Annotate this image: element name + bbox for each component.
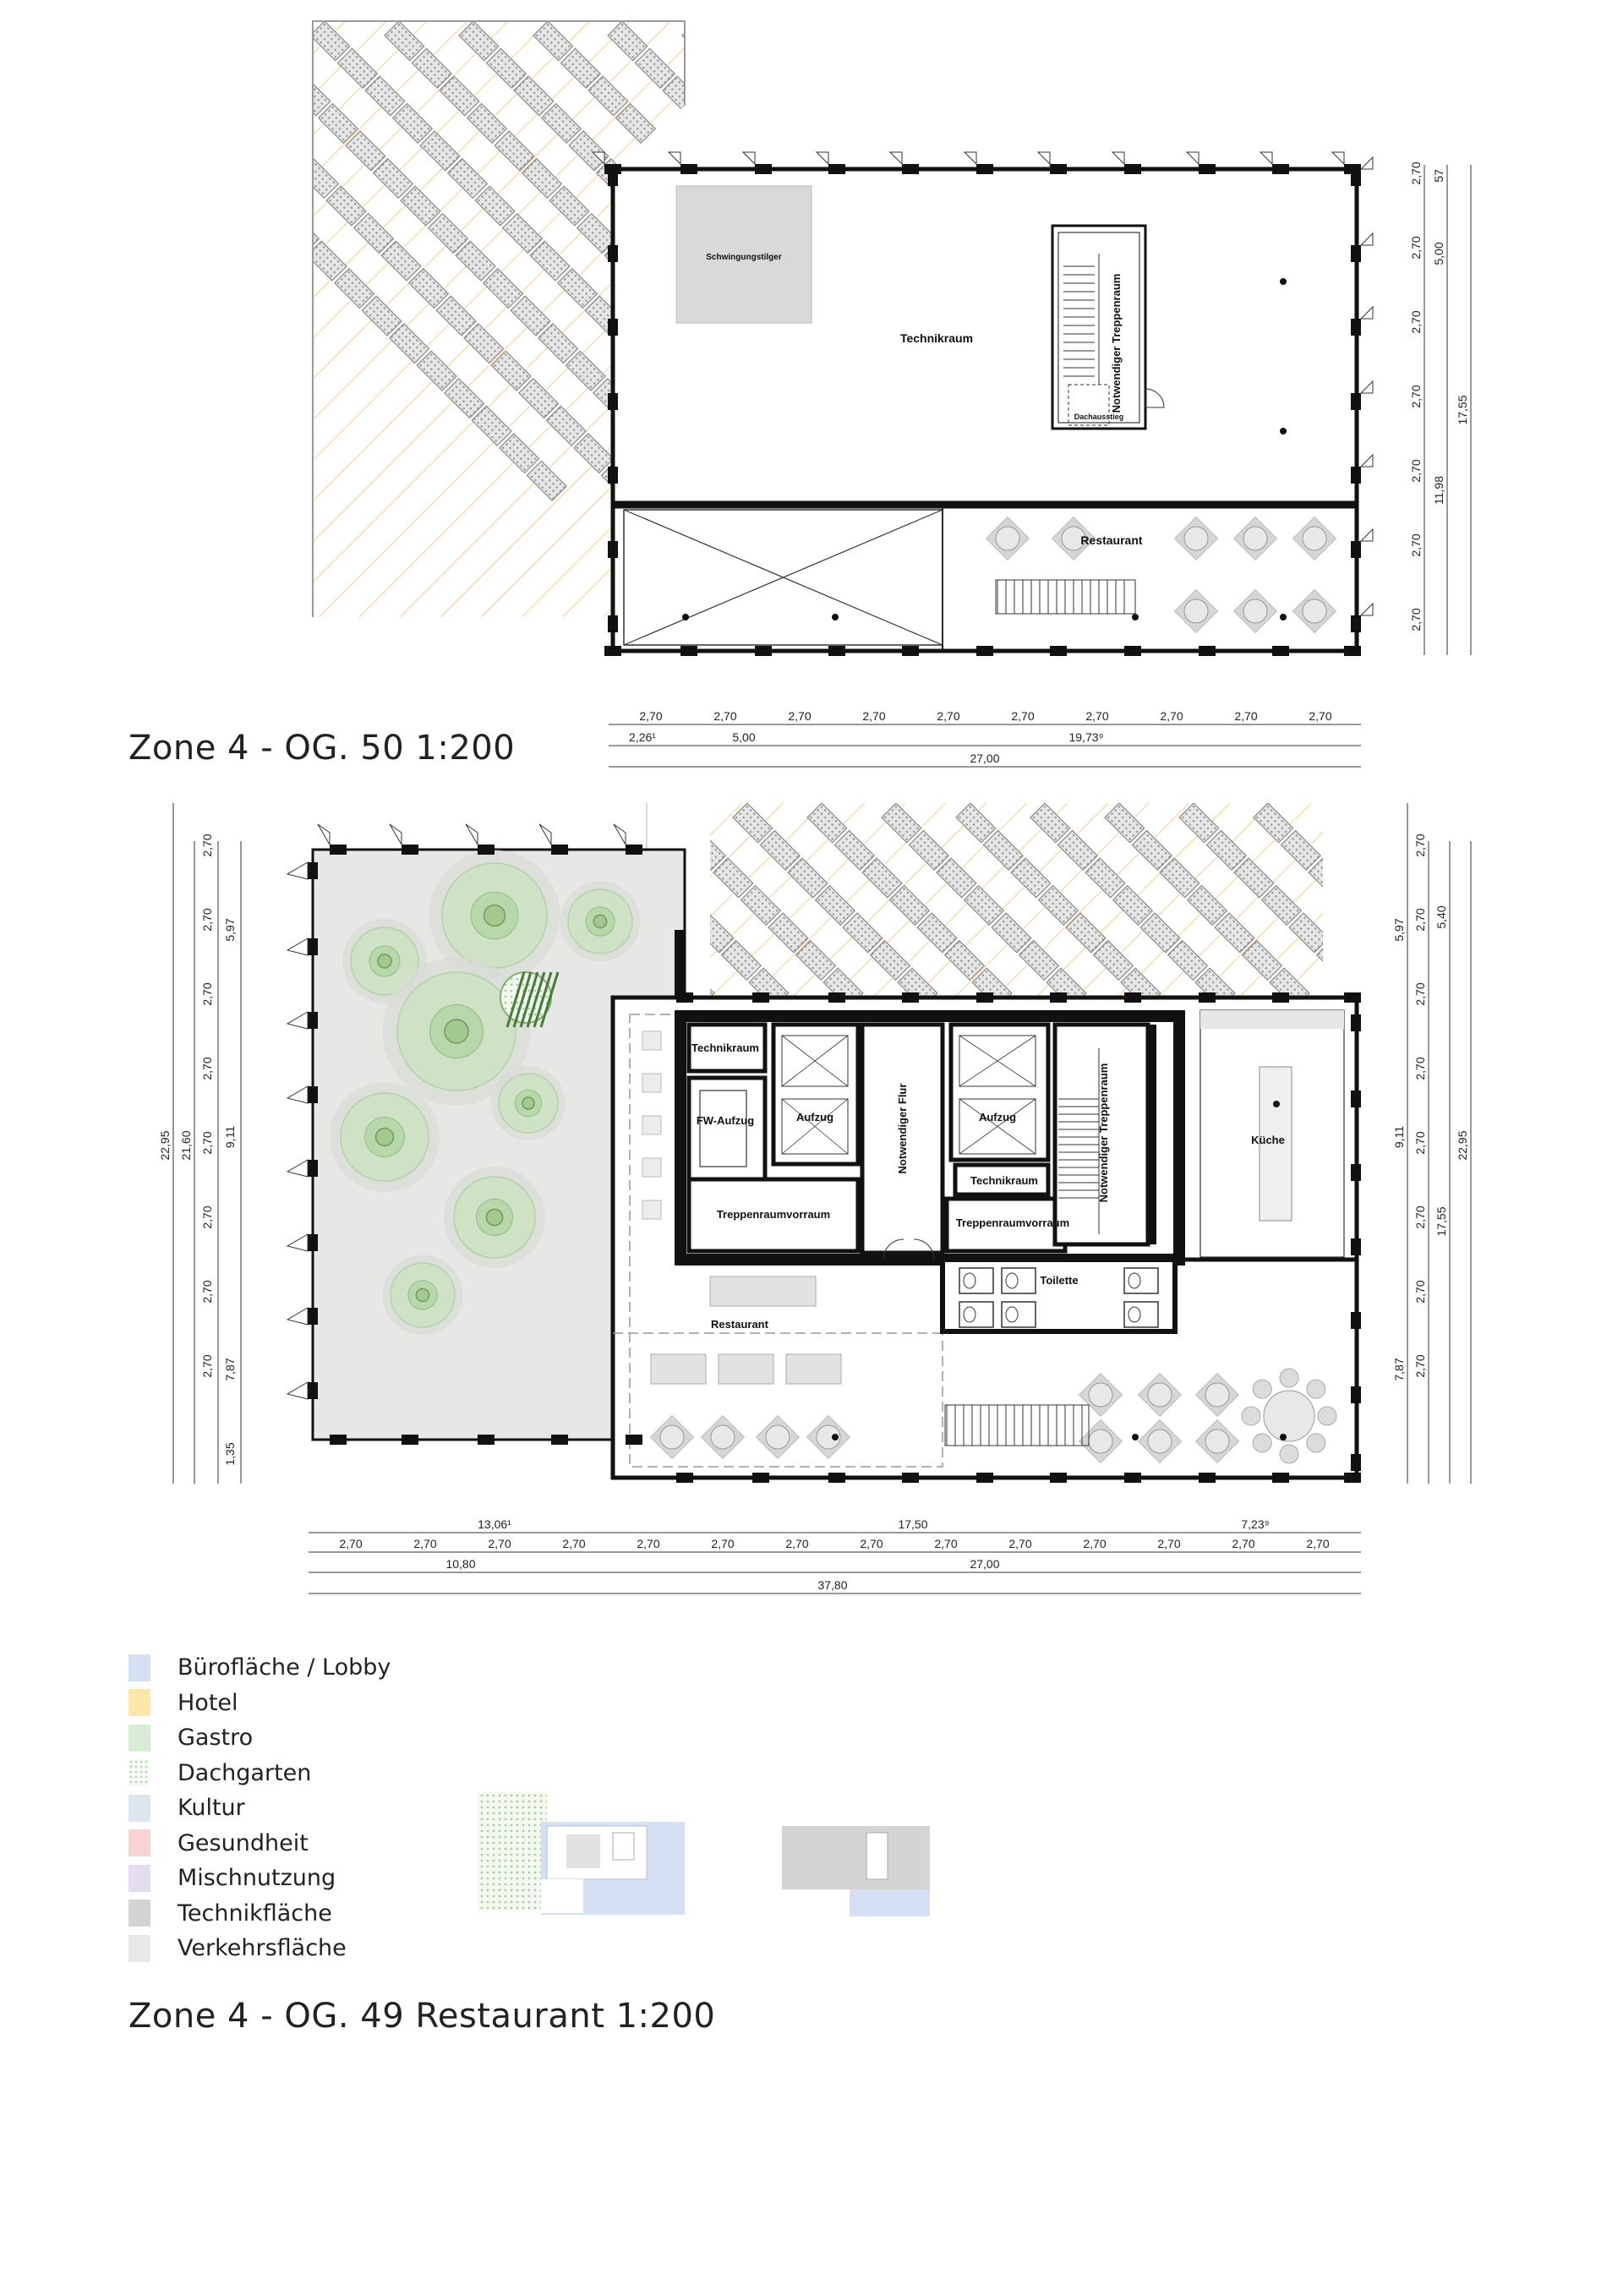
- dimension-label: 2,70: [1234, 709, 1258, 723]
- legend-item: [128, 1931, 391, 1966]
- dimension-label: 2,70: [1309, 709, 1332, 723]
- room-label-restaurant-og49: Restaurant: [711, 1318, 768, 1331]
- dimension-label: 2,70: [1413, 908, 1427, 932]
- dimension-label: 2,70: [1085, 709, 1109, 723]
- legend-item: [128, 1861, 391, 1896]
- dimension-label: 1,35: [223, 1442, 237, 1466]
- legend: [128, 1650, 391, 1966]
- legend-item: [128, 1756, 391, 1791]
- dimension-label: 2,70: [1083, 1537, 1107, 1550]
- dimension-label: 2,70: [1409, 608, 1423, 631]
- legend-label: Hotel: [178, 1689, 238, 1716]
- dimension-label: 2,70: [1232, 1537, 1255, 1550]
- dimension-label: 2,70: [1413, 1280, 1427, 1304]
- room-label-fw-aufzug: FW-Aufzug: [696, 1114, 755, 1127]
- dimension-label: 17,55: [1456, 395, 1469, 425]
- dimension-label: 5,97: [223, 918, 237, 942]
- dimension-label: 22,95: [1456, 1130, 1469, 1161]
- room-label-treppenraum-og50: Notwendiger Treppenraum: [1110, 273, 1123, 413]
- room-label-technikraum-1: Technikraum: [691, 1041, 759, 1054]
- dimension-label: 2,70: [860, 1537, 883, 1550]
- dimension-label: 2,70: [1413, 1205, 1427, 1229]
- legend-swatch: [128, 1689, 150, 1716]
- legend-swatch: [128, 1865, 150, 1892]
- room-label-vorraum-2: Treppenraumvorraum: [955, 1216, 1070, 1229]
- dimension-label: 2,70: [1160, 709, 1183, 723]
- room-label-restaurant-og50: Restaurant: [1080, 533, 1143, 547]
- dimension-label: 7,87: [223, 1358, 237, 1381]
- dimension-label: 2,70: [1409, 161, 1423, 185]
- legend-label: Gesundheit: [178, 1829, 309, 1856]
- room-label-aufzug-2: Aufzug: [978, 1111, 1017, 1123]
- legend-swatch: [128, 1900, 150, 1927]
- dimension-label: 17,50: [898, 1517, 928, 1531]
- dimension-label: 2,70: [1409, 459, 1423, 483]
- dimension-label: 2,70: [937, 709, 960, 723]
- dimension-label: 2,70: [1409, 310, 1423, 334]
- dimension-label: 2,70: [713, 709, 737, 723]
- legend-swatch: [128, 1795, 150, 1822]
- dimension-label: 2,70: [1008, 1537, 1032, 1550]
- dimension-label: 2,70: [200, 834, 214, 857]
- dimension-label: 57: [1432, 169, 1445, 183]
- dimension-label: 22,95: [158, 1130, 172, 1161]
- legend-label: Mischnutzung: [178, 1865, 336, 1892]
- room-label-kueche: Küche: [1251, 1134, 1285, 1146]
- dimension-label: 27,00: [970, 752, 1000, 765]
- room-label-dachausstieg: Dachausstieg: [1074, 413, 1124, 421]
- legend-label: Technikfläche: [178, 1900, 332, 1927]
- room-label-aufzug-1: Aufzug: [795, 1111, 834, 1123]
- caption-og50: Zone 4 - OG. 50 1:200: [128, 729, 516, 768]
- legend-item: [128, 1790, 391, 1826]
- dimension-label: 2,70: [1157, 1537, 1181, 1550]
- dimension-label: 2,70: [1409, 385, 1423, 408]
- dimension-label: 19,73⁹: [1068, 730, 1104, 744]
- dimension-label: 2,70: [1409, 533, 1423, 557]
- dimension-label: 5,97: [1392, 918, 1406, 942]
- dimension-label: 2,70: [1413, 1131, 1427, 1155]
- legend-swatch: [128, 1725, 150, 1752]
- room-label-technikraum: Technikraum: [899, 331, 974, 345]
- dimension-label: 2,70: [637, 1537, 660, 1550]
- dimension-label: 2,70: [1306, 1537, 1330, 1550]
- legend-label: Dachgarten: [178, 1759, 312, 1786]
- room-label-vorraum-1: Treppenraumvorraum: [716, 1208, 831, 1221]
- dimension-label: 2,70: [200, 908, 214, 932]
- dimension-label: 2,70: [639, 709, 663, 723]
- legend-label: Kultur: [178, 1795, 245, 1822]
- dimension-label: 2,26¹: [629, 730, 656, 744]
- dimension-label: 2,70: [788, 709, 812, 723]
- legend-item: [128, 1650, 391, 1686]
- dimension-label: 2,70: [1413, 1057, 1427, 1080]
- caption-og49: Zone 4 - OG. 49 Restaurant 1:200: [128, 1997, 716, 2036]
- legend-swatch: [128, 1935, 150, 1962]
- legend-item: [128, 1720, 391, 1756]
- og50-plan: [87, 21, 1385, 656]
- dimension-label: 5,00: [732, 730, 756, 744]
- dimension-label: 17,55: [1434, 1206, 1448, 1237]
- dimension-label: 11,98: [1432, 476, 1445, 505]
- legend-swatch: [128, 1654, 150, 1681]
- dimension-label: 7,87: [1392, 1358, 1406, 1381]
- dimension-label: 7,23⁹: [1241, 1517, 1270, 1531]
- room-label-schwingungstilger: Schwingungstilger: [706, 253, 782, 262]
- dimension-label: 2,70: [1413, 982, 1427, 1006]
- legend-swatch: [128, 1759, 150, 1786]
- room-label-treppenraum-og49: Notwendiger Treppenraum: [1097, 1063, 1110, 1203]
- dimension-label: 2,70: [200, 1280, 214, 1304]
- room-label-toilette: Toilette: [1040, 1274, 1079, 1287]
- dimension-label: 2,70: [339, 1537, 363, 1550]
- dimension-label: 5,00: [1432, 242, 1445, 265]
- dimension-label: 2,70: [488, 1537, 511, 1550]
- dimension-label: 27,00: [970, 1557, 1000, 1571]
- dimension-label: 2,70: [711, 1537, 735, 1550]
- dimension-label: 2,70: [934, 1537, 958, 1550]
- legend-item: [128, 1826, 391, 1861]
- dimension-label: 5,40: [1434, 905, 1448, 929]
- legend-label: Bürofläche / Lobby: [178, 1654, 391, 1681]
- dimension-label: 2,70: [1409, 236, 1423, 260]
- dimension-label: 2,70: [1413, 1354, 1427, 1378]
- dimension-label: 2,70: [1011, 709, 1035, 723]
- room-label-technikraum-2: Technikraum: [970, 1174, 1038, 1187]
- dimension-label: 2,70: [200, 1057, 214, 1080]
- dimension-label: 2,70: [200, 1131, 214, 1155]
- dimension-label: 2,70: [200, 1205, 214, 1229]
- location-thumbnails: [478, 1792, 930, 1916]
- dimension-label: 2,70: [562, 1537, 586, 1550]
- dimension-label: 2,70: [862, 709, 886, 723]
- legend-label: Gastro: [178, 1725, 254, 1752]
- dimension-label: 2,70: [200, 982, 214, 1006]
- room-label-flur: Notwendiger Flur: [896, 1083, 909, 1174]
- legend-label: Verkehrsfläche: [178, 1935, 347, 1962]
- dimension-label: 2,70: [200, 1354, 214, 1378]
- dimension-label: 13,06¹: [478, 1517, 511, 1531]
- dimension-label: 10,80: [445, 1557, 476, 1571]
- dimension-label: 9,11: [223, 1125, 237, 1149]
- legend-swatch: [128, 1829, 150, 1856]
- dimension-label: 2,70: [413, 1537, 437, 1550]
- legend-item: [128, 1896, 391, 1932]
- legend-item: [128, 1686, 391, 1721]
- dimension-label: 21,60: [179, 1130, 193, 1161]
- dimension-label: 37,80: [817, 1578, 848, 1592]
- dimension-label: 2,70: [785, 1537, 809, 1550]
- dimension-label: 2,70: [1413, 834, 1427, 857]
- dimension-label: 9,11: [1392, 1125, 1406, 1149]
